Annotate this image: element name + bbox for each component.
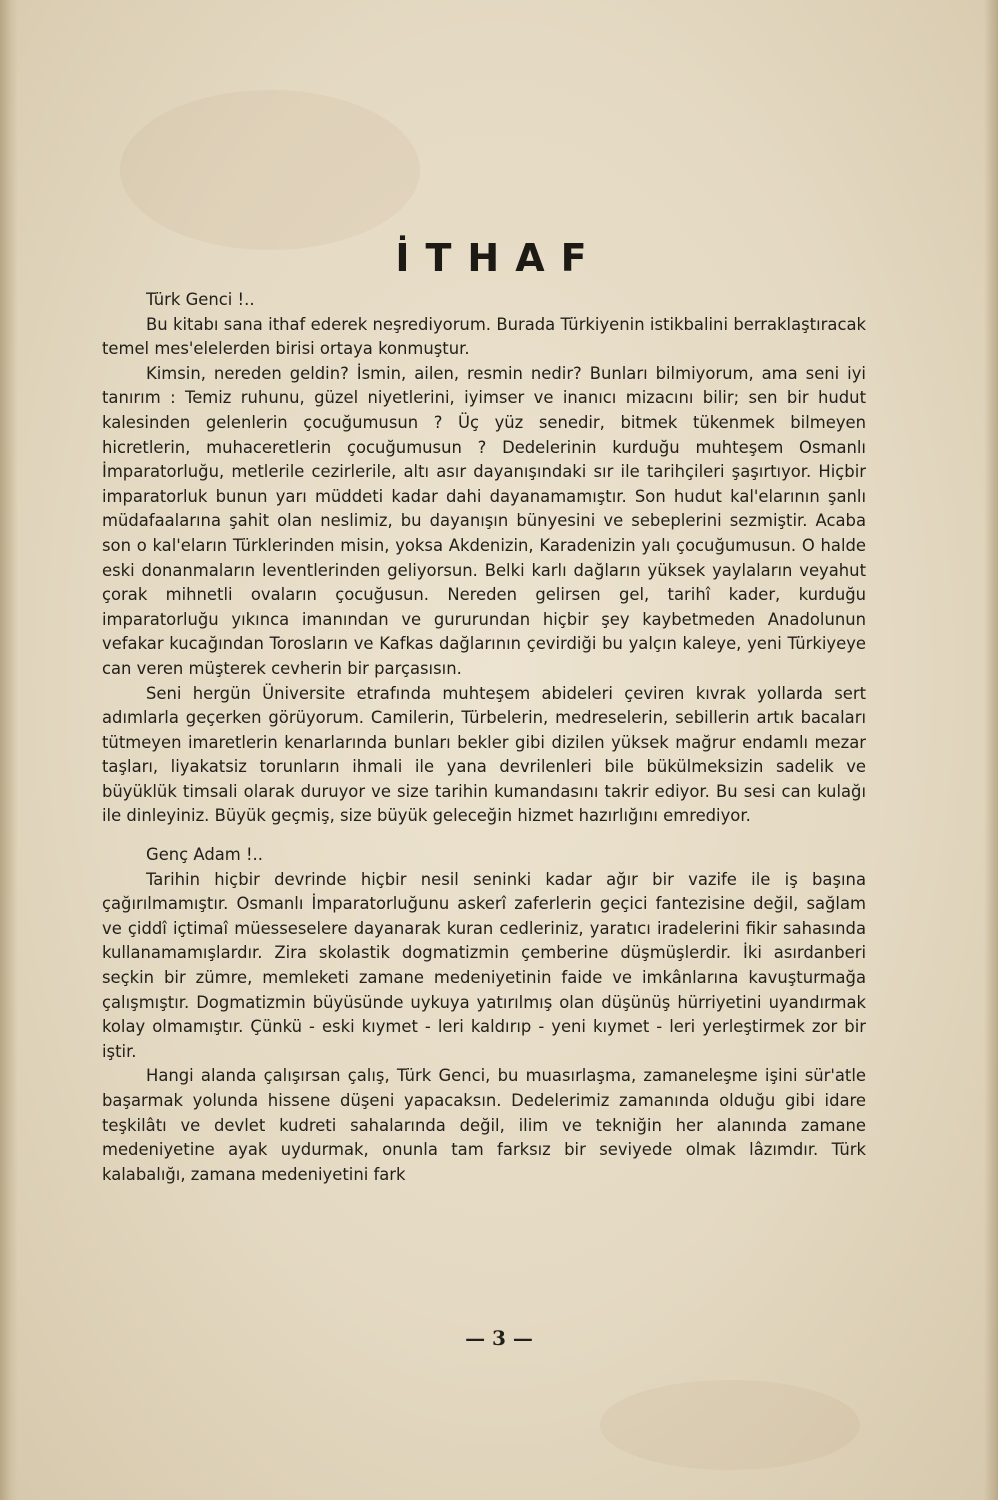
- document-body: [102, 288, 866, 1187]
- page-edge-left: [0, 0, 18, 1500]
- body-paragraph: Seni hergün Üniversite etrafında muhteşem abideleri çeviren kıvrak yollarda sert adımlarla geçerken görüyorum. Camilerin, Türbelerin, medreselerin, sebillerin artık bacaları tütmeyen imaretlerin kenarlarında bunları bekler gibi dizilen yüksek mağrur endamlı mezar taşları, liyakatsiz torunların ihmali ile yana devrilenleri bile bükülmeksizin sadelik ve büyüklük timsali olarak duruyor ve size tarihin kumandasını takrir ediyor. Bu sesi can kulağı ile dinleyiniz. Büyük geçmiş, size büyük geleceğin hizmet hazırlığını emrediyor.: [102, 683, 866, 826]
- page-number: — 3 —: [465, 1326, 533, 1350]
- paper-stain: [600, 1380, 860, 1470]
- paper-stain: [120, 90, 420, 250]
- page-edge-right: [984, 0, 998, 1500]
- document-title: İTHAF: [395, 236, 603, 280]
- salutation: Genç Adam !..: [146, 845, 263, 865]
- body-paragraph: Kimsin, nereden geldin? İsmin, ailen, resmin nedir? Bunları bilmiyorum, ama seni iyi tanırım : Temiz ruhunu, güzel niyetlerini, iyimser ve inanıcı mizacını bilir; sen bir hudut kalesinden gelenlerin çocuğumusun ? Üç yüz senedir, bitmek tükenmek bilmeyen hicretlerin, muhaceretlerin çocuğumusun ? Dedelerinin kurduğu muhteşem Osmanlı İmparatorluğu, metlerile cezirlerile, altı asır dayanışındaki sır ile tarihçileri şaşırtıyor. Hiçbir imparatorluk bunun yarı müddeti kadar dahi dayanamamıştır. Son hudut kal'elarının şanlı müdafaalarına şahit olan neslimiz, bu dayanışın bünyesini ve sebeplerini sezmiştir. Acaba son o kal'eların Türklerinden misin, yoksa Akdenizin, Karadenizin yalı çocuğumusun. O halde eski donanmaların leventlerinden geliyorsun. Belki karlı dağların yüksek yaylaların veyahut çorak mihnetli ovaların çocuğusun. Nereden gelirsen gel, tarihî kader, kurduğu imparatorluğu yıkınca imanından ve gururundan hiçbir şey kaybetmeden Anadolunun vefakar kucağından Torosların ve Kafkas dağlarının çevirdiği bu yalçın kaleye, yeni Türkiyeye can veren müşterek cevherin bir parçasısın.: [102, 363, 866, 678]
- body-paragraph: Hangi alanda çalışırsan çalış, Türk Genci, bu muasırlaşma, zamaneleşme işini sür'atle başarmak yolunda hissene düşeni yapacaksın. Dedelerimiz zamanında olduğu gibi idare teşkilâtı ve devlet kudreti sahalarında değil, ilim ve tekniğin her alanında zamane medeniyetine ayak uydurmak, onunla tam farksız bir seviyede olmak lâzımdır. Türk kalabalığı, zamana medeniyetini fark: [102, 1066, 866, 1184]
- body-paragraph: Bu kitabı sana ithaf ederek neşrediyorum. Burada Türkiyenin istikbalini berraklaştıracak temel mes'elelerden birisi ortaya konmuştur.: [102, 314, 866, 359]
- body-paragraph: Tarihin hiçbir devrinde hiçbir nesil seninki kadar ağır bir vazife ile iş başına çağırılmamıştır. Osmanlı İmparatorluğunu askerî zaferlerin geçici fantezisine değil, sağlam ve çiddî içtimaî müesseselere dayanarak kuran cedleriniz, yaratıcı iradelerini fikir sahasında kullanamamışlardır. Zira skolastik dogmatizmin çemberine düşmüşlerdir. İki asırdanberi seçkin bir zümre, memleketi zamane medeniyetinin faide ve imkânlarına kavuşturmağa çalışmıştır. Dogmatizmin büyüsünde uykuya yatırılmış olan düşünüş hürriyetini uyandırmak kolay olmamıştır. Çünkü - eski kıymet - leri kaldırıp - yeni kıymet - leri yerleştirmek zor bir iştir.: [102, 869, 866, 1061]
- salutation: Türk Genci !..: [146, 290, 255, 309]
